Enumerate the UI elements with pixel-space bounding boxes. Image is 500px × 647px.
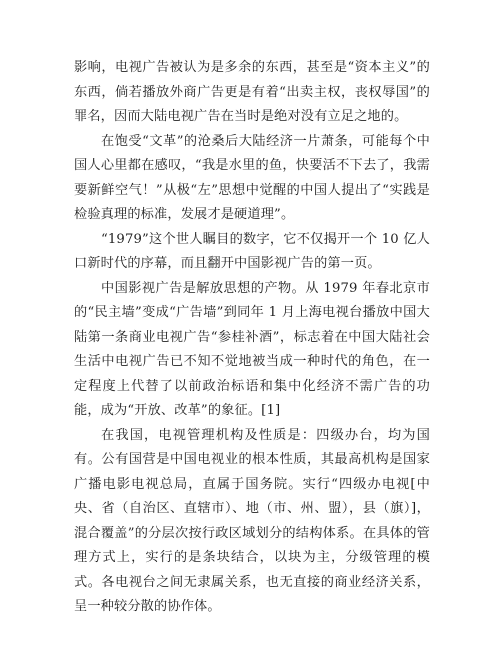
paragraph-continued: 影响，电视广告被认为是多余的东西，甚至是“资本主义”的东西，倘若播放外商广告更是有着“出卖主权，丧权辱国”的罪名，因而大陆电视广告在当时是绝对没有立足之地的。 [74, 60, 430, 124]
body-text [74, 56, 430, 620]
paragraph-tv-management: 在我国，电视管理机构及性质是：四级办台，均为国有。公有国营是中国电视业的根本性质，其最高机构是国家广播电影电视总局，直属于国务院。实行“四级办电视[中央、省（自治区、直辖市）、地（市、州、盟），县（旗）]，混合覆盖”的分层次按行政区域划分的结构体系。在具体的管理方式上，实行的是条块结合，以块为主，分级管理的模式。各电视台之间无隶属关系，也无直接的商业经济关系，呈一种较分散的协作体。 [74, 427, 430, 614]
paragraph-cultural-revolution: 在饱受“文革”的沧桑后大陆经济一片萧条，可能每个中国人心里都在感叹，“我是水里的鱼，快要活不下去了，我需要新鲜空气！”从极“左”思想中觉醒的中国人提出了“实践是检验真理的标准，发展才是硬道理”。 [74, 133, 430, 222]
paragraph-1979: “1979”这个世人瞩目的数字，它不仅揭开一个 10 亿人口新时代的序幕，而且翻开中国影视广告的第一页。 [74, 231, 430, 271]
paragraph-first-tv-ad: 中国影视广告是解放思想的产物。从 1979 年春北京市的“民主墙”变成“广告墙”到同年 1 月上海电视台播放中国大陆第一条商业电视广告“参桂补酒”，标志着在中国大陆社会生活中电视广告已不知不觉地被当成一种时代的角色，在一定程度上代替了以前政治标语和集中化经济不需广告的功能，成为“开放、改革”的象征。[1] [74, 280, 430, 418]
